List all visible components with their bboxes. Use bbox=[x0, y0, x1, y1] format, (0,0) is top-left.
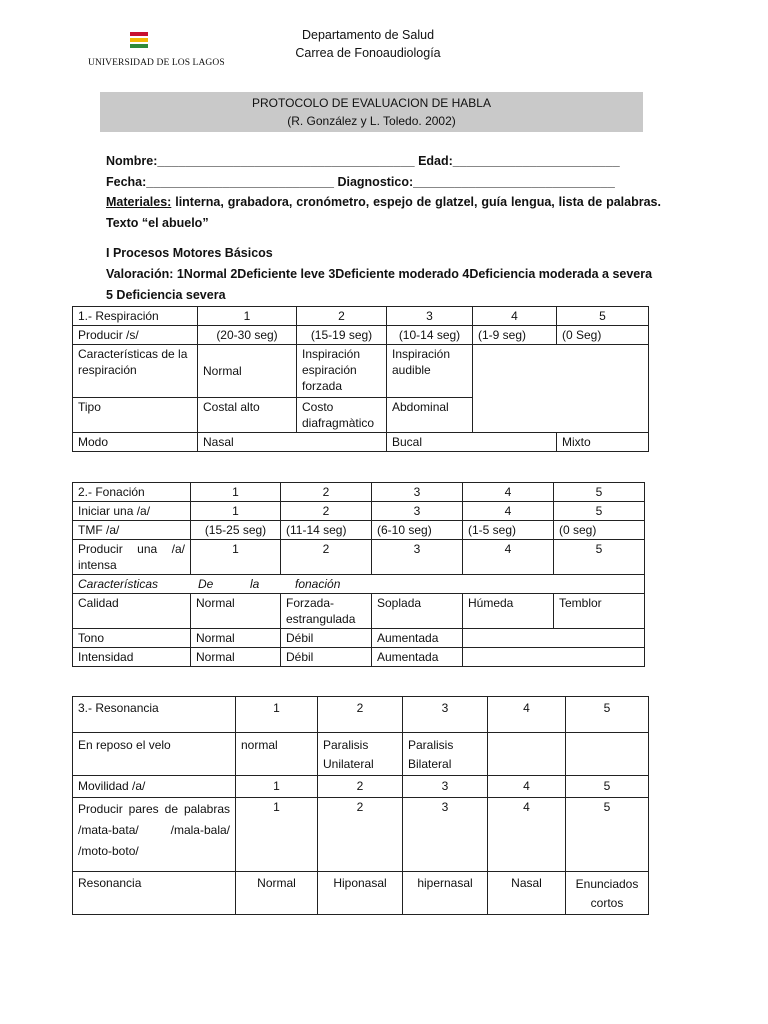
table-cell[interactable]: Aumentada bbox=[372, 629, 463, 648]
table-cell[interactable]: 3 bbox=[387, 307, 473, 326]
table-cell[interactable]: 1 bbox=[236, 798, 318, 872]
university-logo bbox=[88, 28, 225, 74]
table-cell: TMF /a/ bbox=[73, 521, 191, 540]
table-cell: Características De la fonación bbox=[73, 575, 645, 594]
table-cell: Resonancia bbox=[73, 872, 236, 915]
table-row bbox=[73, 326, 649, 345]
logo-flag-icon bbox=[128, 28, 150, 56]
table-cell: Modo bbox=[73, 433, 198, 452]
table-cell bbox=[463, 648, 645, 667]
fecha-diagnostico-field[interactable]: Fecha:___________________________ Diagnostico:_____________________________ bbox=[106, 175, 615, 189]
table-cell[interactable]: Inspiración espiración forzada bbox=[297, 345, 387, 398]
table-cell[interactable]: (0 seg) bbox=[554, 521, 645, 540]
table-row bbox=[73, 307, 649, 326]
table-cell[interactable]: 2 bbox=[297, 307, 387, 326]
protocol-title: PROTOCOLO DE EVALUACION DE HABLA (R. González y L. Toledo. 2002) bbox=[100, 92, 643, 132]
table-cell[interactable]: 2 bbox=[281, 540, 372, 575]
table-cell[interactable]: 1 bbox=[236, 776, 318, 798]
table-cell[interactable]: Forzada-estrangulada bbox=[281, 594, 372, 629]
table-cell bbox=[463, 629, 645, 648]
table-cell[interactable]: 5 bbox=[557, 307, 649, 326]
table-cell: Características de la respiración bbox=[73, 345, 198, 398]
table-cell: Tipo bbox=[73, 398, 198, 433]
table-cell: 3.- Resonancia bbox=[73, 697, 236, 733]
table-cell[interactable]: 3 bbox=[372, 540, 463, 575]
table-cell[interactable]: (11-14 seg) bbox=[281, 521, 372, 540]
table-cell[interactable]: 5 bbox=[554, 502, 645, 521]
table-cell[interactable]: Temblor bbox=[554, 594, 645, 629]
table-cell bbox=[566, 733, 649, 776]
table-cell[interactable]: Húmeda bbox=[463, 594, 554, 629]
table-cell: Intensidad bbox=[73, 648, 191, 667]
table-cell[interactable]: 4 bbox=[473, 307, 557, 326]
table-cell[interactable]: Normal bbox=[191, 648, 281, 667]
table-cell: Calidad bbox=[73, 594, 191, 629]
table-cell[interactable]: 4 bbox=[463, 502, 554, 521]
table-cell[interactable]: 1 bbox=[191, 483, 281, 502]
table-cell: 1.- Respiración bbox=[73, 307, 198, 326]
table-cell[interactable]: Nasal bbox=[198, 433, 387, 452]
table-row bbox=[73, 733, 649, 776]
table-cell[interactable]: Débil bbox=[281, 629, 372, 648]
table-cell[interactable]: 3 bbox=[372, 502, 463, 521]
table-cell[interactable]: Paralisis Unilateral bbox=[318, 733, 403, 776]
nombre-edad-field[interactable]: Nombre:_____________________________________ Edad:________________________ bbox=[106, 154, 620, 168]
table-cell: 2.- Fonación bbox=[73, 483, 191, 502]
table-row bbox=[73, 594, 645, 629]
table-cell[interactable]: 4 bbox=[463, 483, 554, 502]
table-cell: Producir pares de palabras /mata-bata/ /mala-bala/ /moto-boto/ bbox=[73, 798, 236, 872]
department-heading: Departamento de Salud Carrea de Fonoaudiología bbox=[295, 28, 441, 60]
table-cell[interactable]: 3 bbox=[403, 798, 488, 872]
table-cell bbox=[473, 345, 649, 433]
table-cell[interactable]: 2 bbox=[318, 798, 403, 872]
valoracion-scale-2: 5 Deficiencia severa bbox=[106, 288, 226, 302]
table-cell[interactable]: 4 bbox=[488, 798, 566, 872]
table-cell[interactable]: Soplada bbox=[372, 594, 463, 629]
table-row bbox=[73, 648, 645, 667]
table-cell[interactable]: Abdominal bbox=[387, 398, 473, 433]
table-row bbox=[73, 575, 645, 594]
table-cell[interactable]: hipernasal bbox=[403, 872, 488, 915]
table-cell bbox=[488, 733, 566, 776]
table-row bbox=[73, 483, 645, 502]
table-cell[interactable]: 1 bbox=[191, 502, 281, 521]
table-cell[interactable]: (0 Seg) bbox=[557, 326, 649, 345]
table-cell[interactable]: Aumentada bbox=[372, 648, 463, 667]
table-cell[interactable]: Costal alto bbox=[198, 398, 297, 433]
table-cell[interactable]: (15-19 seg) bbox=[297, 326, 387, 345]
table-cell[interactable]: 5 bbox=[554, 540, 645, 575]
table-cell[interactable]: 1 bbox=[198, 307, 297, 326]
table-cell[interactable]: 2 bbox=[281, 502, 372, 521]
table-row bbox=[73, 872, 649, 915]
table-cell[interactable]: 2 bbox=[318, 697, 403, 733]
table-cell[interactable]: 5 bbox=[554, 483, 645, 502]
table-cell: Movilidad /a/ bbox=[73, 776, 236, 798]
table-cell[interactable]: Enunciados cortos bbox=[566, 872, 649, 915]
table-cell[interactable]: (1-5 seg) bbox=[463, 521, 554, 540]
table-row bbox=[73, 798, 649, 872]
table-cell[interactable]: (10-14 seg) bbox=[387, 326, 473, 345]
table-cell[interactable]: 1 bbox=[191, 540, 281, 575]
table-row bbox=[73, 521, 645, 540]
table-cell[interactable]: Normal bbox=[198, 345, 297, 398]
table-cell: Tono bbox=[73, 629, 191, 648]
materiales: Materiales: linterna, grabadora, cronómetro, espejo de glatzel, guía lengua, lista de palabras. Texto “el abuelo” bbox=[106, 195, 661, 230]
table-cell[interactable]: (15-25 seg) bbox=[191, 521, 281, 540]
table-cell[interactable]: Hiponasal bbox=[318, 872, 403, 915]
table-row bbox=[73, 345, 649, 398]
table-cell[interactable]: 3 bbox=[372, 483, 463, 502]
table-cell[interactable]: 5 bbox=[566, 697, 649, 733]
table-cell[interactable]: Normal bbox=[191, 594, 281, 629]
table-cell[interactable]: (6-10 seg) bbox=[372, 521, 463, 540]
table-cell[interactable]: (20-30 seg) bbox=[198, 326, 297, 345]
section-title: I Procesos Motores Básicos bbox=[106, 246, 273, 260]
table-cell[interactable]: Costo diafragmàtico bbox=[297, 398, 387, 433]
table-row bbox=[73, 540, 645, 575]
table-cell[interactable]: 2 bbox=[318, 776, 403, 798]
table-cell[interactable]: 2 bbox=[281, 483, 372, 502]
table-row bbox=[73, 629, 645, 648]
table-cell[interactable]: 1 bbox=[236, 697, 318, 733]
table-cell[interactable]: 4 bbox=[488, 776, 566, 798]
table-cell[interactable]: (1-9 seg) bbox=[473, 326, 557, 345]
table-cell[interactable]: 3 bbox=[403, 776, 488, 798]
table-cell: En reposo el velo bbox=[73, 733, 236, 776]
table-cell[interactable]: Mixto bbox=[557, 433, 649, 452]
table-cell[interactable]: Normal bbox=[236, 872, 318, 915]
table-row bbox=[73, 433, 649, 452]
table-cell: Producir una /a/ intensa bbox=[73, 540, 191, 575]
resonancia-table bbox=[72, 696, 649, 915]
table-cell: Producir /s/ bbox=[73, 326, 198, 345]
fonacion-table bbox=[72, 482, 645, 667]
respiracion-table bbox=[72, 306, 649, 452]
table-cell[interactable]: normal bbox=[236, 733, 318, 776]
logo-text: UNIVERSIDAD DE LOS LAGOS bbox=[88, 58, 225, 68]
table-cell[interactable]: Bucal bbox=[387, 433, 557, 452]
table-row bbox=[73, 697, 649, 733]
table-cell[interactable]: 4 bbox=[463, 540, 554, 575]
table-cell[interactable]: Inspiración audible bbox=[387, 345, 473, 398]
table-cell[interactable]: Normal bbox=[191, 629, 281, 648]
table-cell: Iniciar una /a/ bbox=[73, 502, 191, 521]
table-row bbox=[73, 776, 649, 798]
table-cell[interactable]: 4 bbox=[488, 697, 566, 733]
table-cell[interactable]: Nasal bbox=[488, 872, 566, 915]
valoracion-scale: Valoración: 1Normal 2Deficiente leve 3Deficiente moderado 4Deficiencia moderada a severa bbox=[106, 267, 653, 281]
table-cell[interactable]: 5 bbox=[566, 776, 649, 798]
table-cell[interactable]: 5 bbox=[566, 798, 649, 872]
table-cell[interactable]: Paralisis Bilateral bbox=[403, 733, 488, 776]
table-cell[interactable]: Débil bbox=[281, 648, 372, 667]
table-cell[interactable]: 3 bbox=[403, 697, 488, 733]
table-row bbox=[73, 502, 645, 521]
